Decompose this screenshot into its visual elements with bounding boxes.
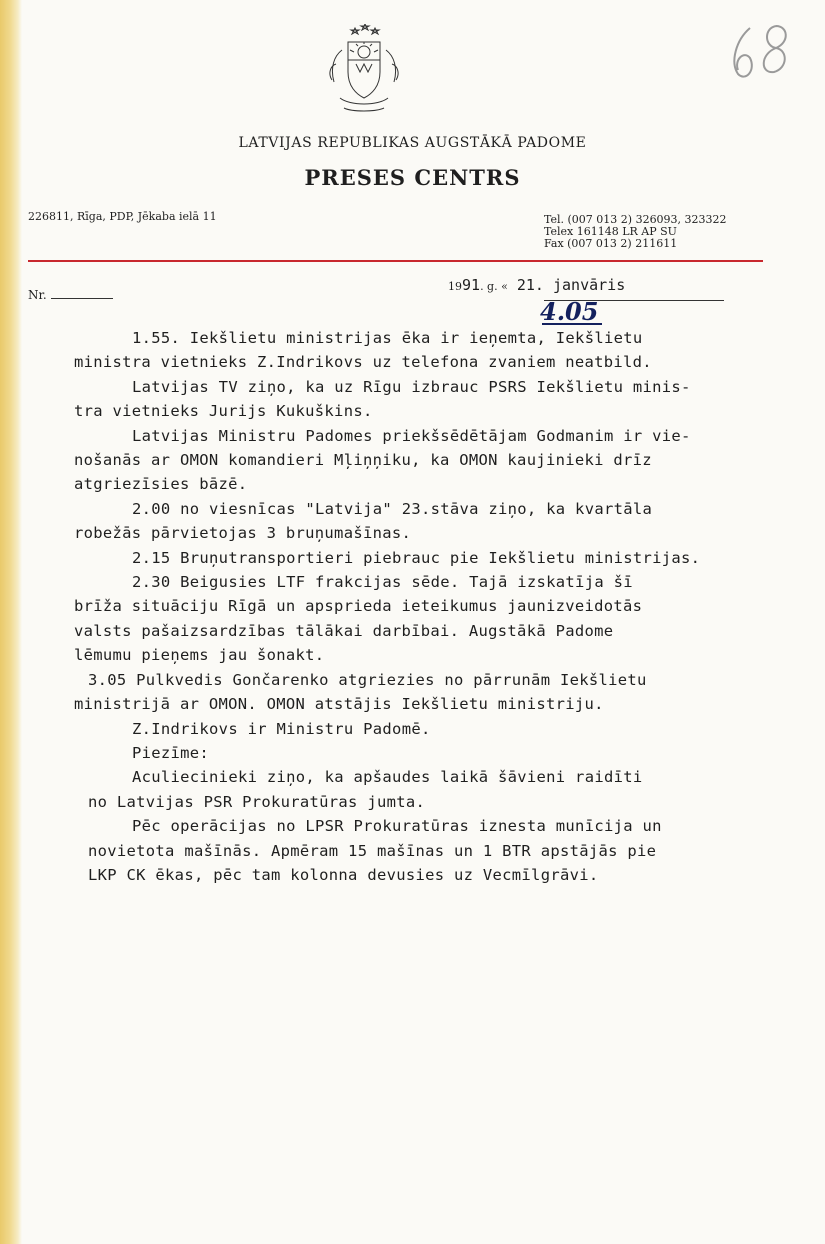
handwritten-time-text: 4.05 [540,297,599,326]
body-line: Latvijas Ministru Padomes priekšsēdētājam Godmanim ir vie- [132,426,691,445]
body-line: Latvijas TV ziņo, ka uz Rīgu izbrauc PSRS Iekšlietu minis- [132,377,691,396]
handwritten-time [538,294,618,328]
report-body [74,326,814,887]
fax: Fax (007 013 2) 211611 [544,237,678,250]
body-line: Piezīme: [132,743,210,762]
year-suffix: . g. « [480,280,508,293]
body-line: atgriezīsies bāzē. [74,475,248,494]
year: 91 [462,276,481,294]
body-line: valsts pašaizsardzības tālākai darbībai. Augstākā Padome [74,621,614,640]
body-line: 1.55. Iekšlietu ministrijas ēka ir ieņemta, Iekšlietu [132,329,643,347]
page-number-text-holder [0,0,60,40]
nr-blank-line [51,288,113,299]
body-line: no Latvijas PSR Prokuratūras jumta. [88,792,426,811]
body-line: Aculiecinieki ziņo, ka apšaudes laikā šāvieni raidīti [132,768,643,787]
handwritten-page-number [728,22,798,84]
body-line: ministrijā ar OMON. OMON atstājis Iekšlietu ministriju. [74,695,604,714]
month: janvāris [552,276,626,294]
address: 226811, Rīga, PDP, Jēkaba ielā 11 [28,210,217,223]
body-line: novietota mašīnās. Apmēram 15 mašīnas un 1 BTR apstājās pie [88,841,657,860]
body-line: 2.00 no viesnīcas "Latvija" 23.stāva ziņo, ka kvartāla [132,499,653,518]
coat-of-arms-emblem [322,24,406,124]
body-line: lēmumu pieņems jau šonakt. [74,646,325,665]
telephone: Tel. (007 013 2) 326093, 323322 [544,213,727,226]
nr-label: Nr. [28,288,47,302]
document-number-field [28,288,113,302]
press-center-title: PRESES CENTRS [304,165,521,190]
body-line: tra vietnieks Jurijs Kukuškins. [74,402,373,421]
red-divider [28,260,763,262]
telex: Telex 161148 LR AP SU [544,225,677,238]
body-line: ministra vietnieks Z.Indrikovs uz telefona zvaniem neatbild. [74,353,652,372]
contacts-block [544,214,727,250]
date-line [448,276,625,294]
body-line: nošanās ar OMON komandieri Mļiņņiku, ka OMON kaujinieki drīz [74,451,652,470]
body-line: 2.30 Beigusies LTF frakcijas sēde. Tajā izskatīja šī [132,573,633,592]
body-line: 3.05 Pulkvedis Gončarenko atgriezies no pārrunām Iekšlietu [88,670,647,689]
day: 21. [516,276,544,294]
year-prefix: 19 [448,280,462,293]
body-line: brīža situāciju Rīgā un apsprieda ieteikumus jaunizveidotās [74,597,643,616]
body-line: LKP CK ēkas, pēc tam kolonna devusies uz Vecmīlgrāvi. [88,865,599,884]
body-line: robežās pārvietojas 3 bruņumašīnas. [74,524,412,543]
body-line: Pēc operācijas no LPSR Prokuratūras iznesta munīcija un [132,817,662,836]
body-line: 2.15 Bruņutransportieri piebrauc pie Iekšlietu ministrijas. [132,548,701,567]
body-line: Z.Indrikovs ir Ministru Padomē. [132,719,431,738]
organization-name: LATVIJAS REPUBLIKAS AUGSTĀKĀ PADOME [238,135,587,151]
